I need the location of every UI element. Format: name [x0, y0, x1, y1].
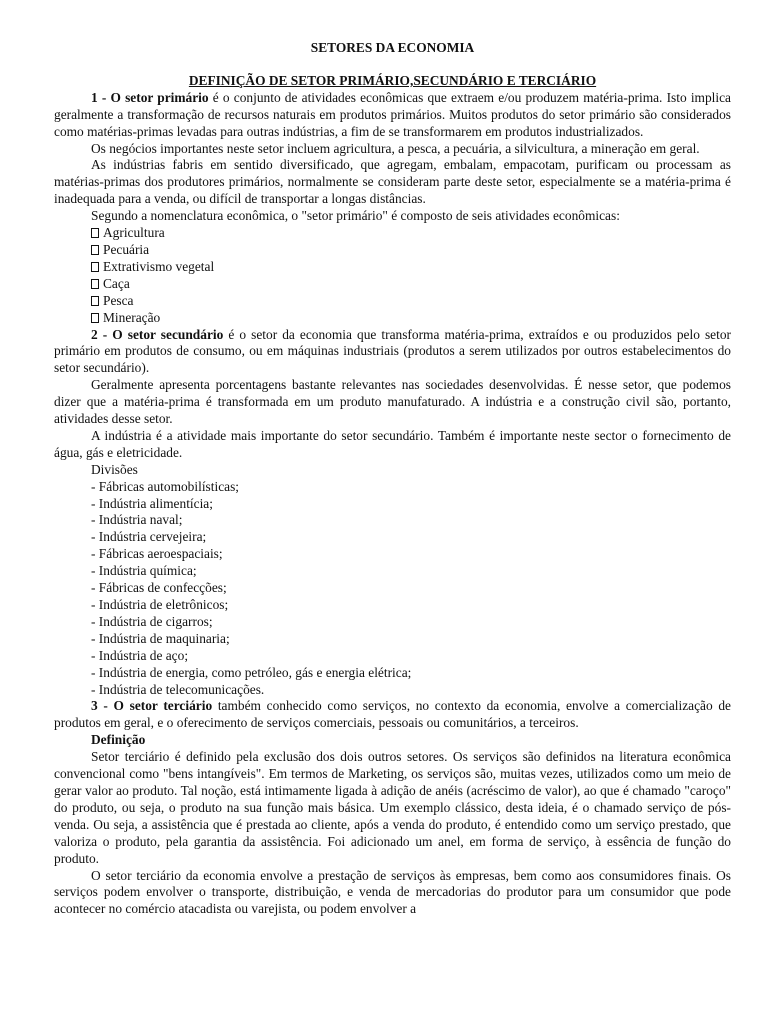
list-item: - Indústria alimentícia; — [91, 495, 213, 511]
secundario-paragraph-1 — [54, 327, 731, 378]
primario-list — [54, 225, 731, 326]
definicao-heading: Definição — [91, 732, 146, 748]
primario-paragraph-2: Os negócios importantes neste setor incluem agricultura, a pesca, a pecuária, a silvicultura, a mineração em geral. — [91, 140, 700, 156]
list-item: Extrativismo vegetal — [54, 259, 731, 276]
list-item: - Indústria química; — [91, 563, 197, 579]
checkbox-bullet-icon — [91, 296, 99, 306]
list-item: - Indústria de energia, como petróleo, gás e energia elétrica; — [91, 664, 412, 680]
secundario-lead: 2 - O setor secundário — [91, 326, 224, 342]
terciario-lead: 3 - O setor terciário — [91, 698, 213, 714]
checkbox-bullet-icon — [91, 245, 99, 255]
primario-p1-text: é o conjunto de atividades econômicas que extraem e/ou produzem matéria-prima. Isto implica geralmente a transformação de recursos naturais em produtos primários. Muitos produtos do setor primário são considerados como matérias-primas levadas para outras indústrias, a fim de se transformarem em produtos industrializados. — [54, 89, 731, 139]
terciario-paragraph-1 — [54, 698, 731, 732]
secundario-paragraph-3: A indústria é a atividade mais importante do setor secundário. Também é importante neste sector o fornecimento de água, gás e eletricidade. — [54, 427, 731, 460]
list-item: Agricultura — [54, 225, 731, 242]
terciario-paragraph-3: O setor terciário da economia envolve a prestação de serviços às empresas, bem como aos consumidores finais. Os serviços podem envolver o transporte, distribuição, e venda de mercadorias do produtor para um consumidor que pode acontecer no comércio atacadista ou varejista, ou podem envolver a — [54, 867, 731, 917]
primario-lead: 1 - O setor primário — [91, 89, 209, 105]
secundario-list — [54, 479, 731, 699]
secundario-p1-text: é o setor da economia que transforma matéria-prima, extraídos e ou produzidos pelo setor primário em produtos de consumo, ou em máquinas industriais (produtos a serem utilizados por outros estabelecimentos do setor secundário). — [54, 326, 731, 376]
list-item: - Indústria de maquinaria; — [91, 630, 230, 646]
terciario-paragraph-2: Setor terciário é definido pela exclusão dos dois outros setores. Os serviços são definidos na literatura econômica convencional como "bens intangíveis". Em termos de Marketing, os serviços são, muitas vezes, utilizados como um meio de gerar valor ao produto. Tal noção, está intimamente ligada à adição de anéis (acréscimo de valor), ao que é chamado "caroço" do produto, ou seja, o produto na sua função mais básica. Um exemplo clássico, desta ideia, é o chamado serviço de pós-venda. Ou seja, a assistência que é prestada ao cliente, após a venda do produto, é entendido como um serviço prestado, que valoriza o produto, pela garantia da assistência. Foi adicionado um anel, em forma de serviço, à essência de função do produto. — [54, 749, 731, 866]
checkbox-bullet-icon — [91, 313, 99, 323]
document-subtitle: DEFINIÇÃO DE SETOR PRIMÁRIO,SECUNDÁRIO E TERCIÁRIO — [188, 72, 597, 88]
list-item: Pesca — [54, 293, 731, 310]
list-item: - Indústria naval; — [91, 512, 183, 528]
checkbox-bullet-icon — [91, 279, 99, 289]
document-page — [54, 40, 731, 918]
list-item: - Indústria de aço; — [91, 647, 189, 663]
terciario-p1-text: também conhecido como serviços, no contexto da economia, envolve a comercialização de produtos em geral, e o oferecimento de serviços comerciais, pessoais ou comunitários, a terceiros. — [54, 698, 732, 731]
primario-paragraph-3: As indústrias fabris em sentido diversificado, que agregam, embalam, empacotam, purificam ou processam as matérias-primas dos produtores primários, normalmente se consideram parte deste setor, especialmente se a matéria-prima é inadequada para a venda, ou difícil de transportar a longas distâncias. — [54, 157, 731, 207]
primario-paragraph-1 — [54, 90, 731, 141]
list-item: Caça — [54, 276, 731, 293]
list-item: - Indústria de eletrônicos; — [91, 597, 229, 612]
checkbox-bullet-icon — [91, 262, 99, 272]
checkbox-bullet-icon — [91, 228, 99, 238]
list-item: Mineração — [54, 310, 731, 327]
list-item: Pecuária — [54, 242, 731, 259]
list-item: - Fábricas automobilísticas; — [91, 478, 240, 494]
list-item: - Indústria cervejeira; — [91, 529, 207, 545]
list-item: - Indústria de cigarros; — [91, 613, 213, 629]
list-item: - Fábricas de confecções; — [91, 580, 227, 596]
list-item: - Fábricas aeroespaciais; — [91, 546, 223, 562]
primario-paragraph-4: Segundo a nomenclatura econômica, o "setor primário" é composto de seis atividades econômicas: — [91, 208, 620, 224]
secundario-paragraph-2: Geralmente apresenta porcentagens bastante relevantes nas sociedades desenvolvidas. É nesse setor, que podemos dizer que a matéria-prima é transformada em um produto manufaturado. A indústria e a construção civil são, portanto, atividades desse setor. — [54, 377, 731, 427]
document-title: SETORES DA ECONOMIA — [310, 40, 475, 55]
divisoes-label: Divisões — [91, 461, 138, 477]
list-item: - Indústria de telecomunicações. — [91, 681, 265, 697]
